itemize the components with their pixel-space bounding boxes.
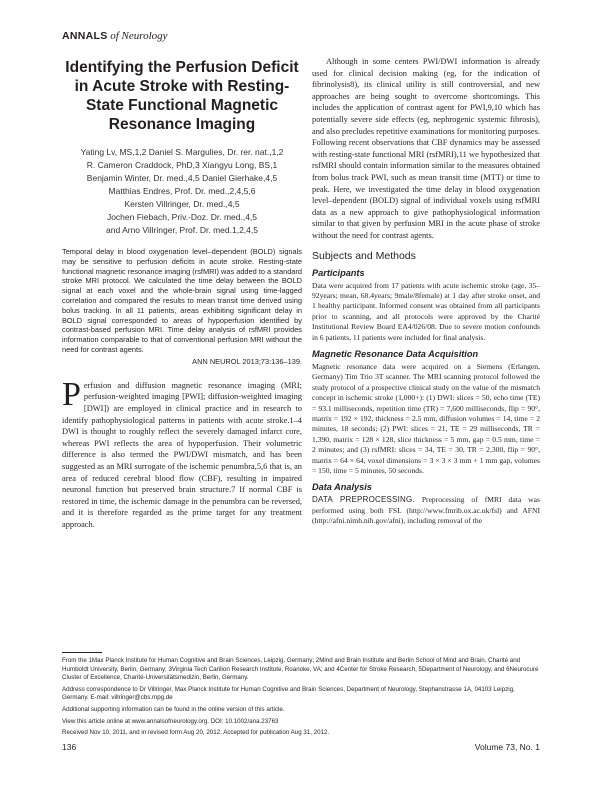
author-line: R. Cameron Craddock, PhD,3 Xiangyu Long, BS,1 (86, 160, 278, 170)
left-column (62, 52, 302, 530)
journal-header (62, 30, 168, 42)
participants-heading: Participants (312, 267, 365, 278)
right-column (312, 56, 540, 527)
author-line: Jochen Fiebach, Priv.-Doz. Dr. med.,4,5 (106, 212, 258, 222)
author-line: and Arno Villringer, Prof. Dr. med.1,2,4,5 (106, 225, 258, 235)
drop-cap: P (62, 375, 81, 413)
volume-info: Volume 73, No. 1 (474, 742, 540, 752)
analysis-heading: Data Analysis (312, 482, 372, 493)
footnote-rule (62, 652, 102, 653)
received-note: Received Nov 10, 2011, and in revised form Aug 20, 2012. Accepted for publication Aug 31, 2012. (62, 729, 330, 737)
journal-name-prefix: ANNALS (62, 30, 108, 42)
abstract-citation: ANN NEUROL 2013;73:136–139. (192, 356, 302, 366)
author-list (62, 146, 302, 237)
abstract: Temporal delay in blood oxygenation level–dependent (BOLD) signals may be sensitive to perfusion deficits in acute stroke. Resting-state functional magnetic resonance imaging (rsfMRI) was added to a standard stroke MRI protocol. We calculated the time delay between the BOLD signal at each voxel and the whole-brain signal using time-lagged correlation and compared the results to mean transit time derived using bolus tracking. In all 11 patients, areas exhibiting significant delay in BOLD signal corresponded to areas of hypoperfusion identified by contrast-based perfusion MRI. Time delay analysis of rsfMRI provides information comparable to that of conventional perfusion MRI without the need for contrast agents. (62, 247, 302, 354)
author-line: Kersten Villringer, Dr. med.,4,5 (124, 199, 240, 209)
author-line: Benjamin Winter, Dr. med.,4,5 Daniel Gierhake,4,5 (86, 173, 278, 183)
acquisition-text: Magnetic resonance data were acquired on a Siemens (Erlangen, Germany) Tim Trio 3T scanner. The MRI scanning protocol followed the study protocol of a prospective clinical study on the value of the mismatch concept in ischemic stroke (1,000+): (1) DWI: slices = 50, echo time (TE) = 93.1 milliseconds, repetition time (TR) = 7,600 milliseconds, flip = 90°, matrix = 192 × 192, thickness = 2.5 mm, diffusion volumes = 14, time = 2 minutes, 18 seconds; (2) PWI: slices = 21, TE = 29 milliseconds, TR = 1,390, matrix = 128 × 128, slice thickness = 5 mm, gap = 0.5 mm, time = 2 minutes; and (3) rsfMRI: slices = 34, TE = 30, TR = 2,300, flip = 90°, matrix = 64 × 64, voxel dimensions = 3 × 3 × 3 mm + 1 mm gap, volumes = 150, time = 5 minutes, 50 seconds. (312, 361, 540, 475)
preprocessing-paragraph (312, 495, 540, 526)
correspondence-note: Address correspondence to Dr Villringer, Max Planck Institute for Human Cognitive and Brain Sciences, Department of Neurology, Stephanstrasse 1A, 04103 Leipzig, Germany. E-mail: villringer@cbs.mpg.de (62, 685, 515, 702)
page-number: 136 (62, 742, 77, 752)
article-title: Identifying the Perfusion Deficit in Acute Stroke with Resting-State Functional Magnetic Resonance Imaging (65, 59, 299, 133)
intro-text: erfusion and diffusion magnetic resonance imaging (MRI; perfusion-weighted imaging [PWI]; diffusion-weighted imaging [DWI]) are employed in clinical practice and in research to identify pathophysiological patterns in patients with acute stroke.1–4 DWI is thought to roughly reflect the severely damaged infarct core, whereas PWI reflects the area of hypoperfusion. Their volumetric difference is also termed the PWI/DWI mismatch, and has been suggested as an MRI surrogate of the ischemic penumbra,5,6 that is, an area of reduced cerebral blood flow (CBF), resulting in impaired neuronal function but preserved brain structure.7 If normal CBF is restored in time, the ischemic damage in the penumbra can be reversed, and it is therefore regarded as the prime target for any treatment approach. (62, 380, 302, 529)
online-note: View this article online at www.annalsofneurology.org. DOI: 10.1002/ana.23763 (62, 717, 279, 725)
author-line: Yating Lv, MS,1,2 Daniel S. Margulies, Dr. rer. nat.,1,2 (80, 147, 284, 157)
participants-text: Data were acquired from 17 patients with acute ischemic stroke (age, 35–92years; mean, 68.4years; 9male/8female) at 1 day after stroke onset, and 1 healthy participant. Informed consent was obtained from all participants prior to scanning, and all protocols were approved by the Charité Institutional Review Board EA4/026/08. Due to severe motion confounds in 6 patients, 11 patients were included for final analysis. (312, 280, 540, 342)
acquisition-heading: Magnetic Resonance Data Acquisition (312, 348, 479, 359)
author-line: Matthias Endres, Prof. Dr. med.,2,4,5,6 (108, 186, 256, 196)
preprocessing-text: Preprocessing of fMRI data was performed using both FSL (http://www.fmrib.ox.ac.uk/fsl) and AFNI (http://afni.nimh.nih.gov/afni), including removal of the (312, 495, 540, 526)
footnotes (62, 657, 540, 741)
supporting-info-note: Additional supporting information can be found in the online version of this article. (62, 705, 285, 713)
section-heading: Subjects and Methods (312, 249, 416, 262)
intro-paragraph (62, 375, 302, 531)
preprocessing-label: DATA PREPROCESSING. (312, 495, 415, 505)
right-paragraph: Although in some centers PWI/DWI information is already used for clinical decision making (eg, for the indication of fibrinolysis8), its clinical utility is still controversial, and new approaches are being sought to overcome shortcomings. This includes the application of contrast agent for PWI,9,10 which has potentially severe side effects (eg, nephrogenic systemic fibrosis), and also precludes repetitive examinations for monitoring purposes. Following recent observations that CBF dynamics may be assessed with resting-state functional MRI (rsfMRI),11 we hypothesized that rsfMRI should contain information similar to the measures obtained from bolus track PWI, such as mean transit time (MTT) or time to peak. Here, we investigated the time delay in blood oxygenation level–dependent (BOLD) signal of individual voxels using rsfMRI data as a new approach to give pathophysiological information similar to that given by perfusion MRI in the acute phase of stroke without the need for contrast agents. (312, 57, 540, 240)
journal-name-suffix: of Neurology (110, 30, 168, 42)
affiliations-note: From the 1Max Planck Institute for Human Cognitive and Brain Sciences, Leipzig, Germany; 2Mind and Brain Institute and Berlin School of Mind and Brain, Charité and Humboldt University, Berlin, Germany; 3Virginia Tech Carilion Research Institute, Roanoke, VA; and 4Center for Stroke Research, 5Department of Neurology, and 6Neurocure Cluster of Excellence, Charité-Universitätsmedizin, Berlin, Germany. (62, 657, 539, 682)
